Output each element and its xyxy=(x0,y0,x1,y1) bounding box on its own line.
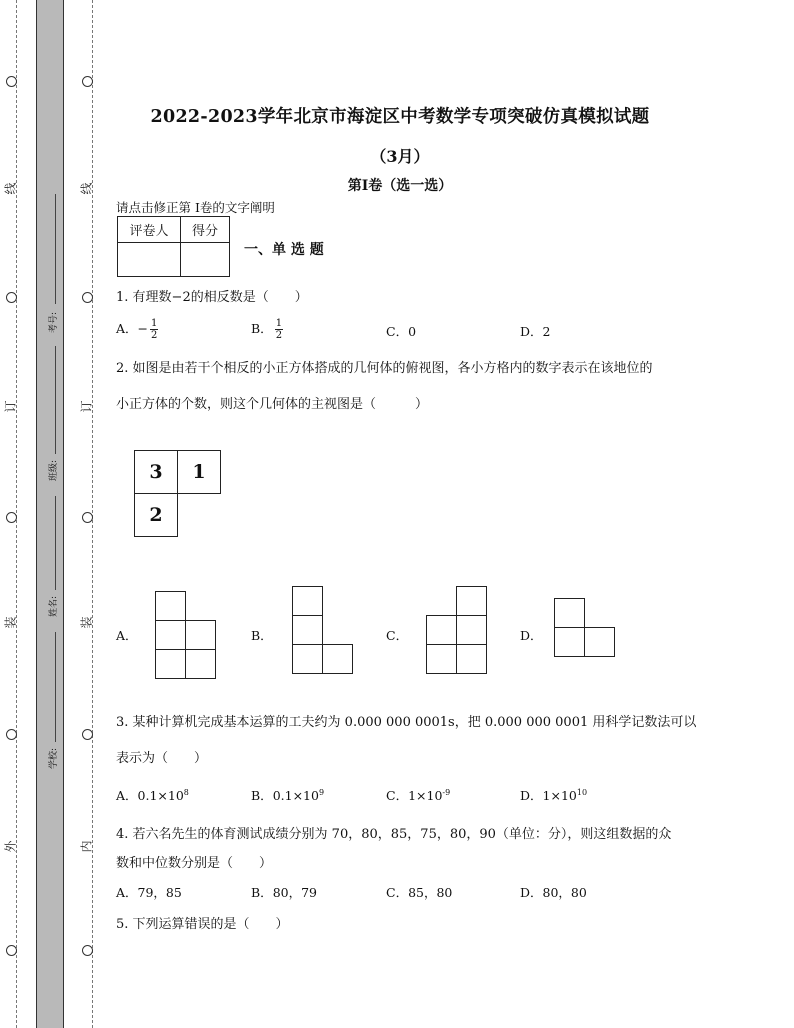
question-4-line2: 数和中位数分别是（ ） xyxy=(116,856,273,871)
binding-strip xyxy=(36,0,64,1028)
question-number: 3. xyxy=(116,715,129,730)
binding-hole xyxy=(82,76,93,87)
score-table xyxy=(117,216,230,277)
q3-option-b[interactable]: B．$0.1\times 10^9$ xyxy=(251,787,325,803)
exam-title: 2022-2023学年北京市海淀区中考数学专项突破仿真模拟试题 xyxy=(150,107,650,127)
margin-char-bind: 装 xyxy=(3,616,18,629)
binding-hole xyxy=(6,729,17,740)
binding-hole xyxy=(82,292,93,303)
q4-option-a[interactable]: A．79，85 xyxy=(116,885,182,900)
score-header: 得分 xyxy=(181,217,230,243)
binding-hole xyxy=(6,512,17,523)
question-number: 2. xyxy=(116,361,129,376)
margin-char-inside: 内 xyxy=(79,840,94,853)
school-line[interactable] xyxy=(55,632,56,742)
q1-option-b[interactable]: B． $\frac{1}{2}$ xyxy=(251,318,283,341)
q4-option-c[interactable]: C．85，80 xyxy=(386,885,453,900)
binding-hole xyxy=(6,76,17,87)
binding-hole xyxy=(6,945,17,956)
name-line[interactable] xyxy=(55,496,56,590)
margin-char-bind: 装 xyxy=(79,616,94,629)
section-heading: 第I卷（选一选） xyxy=(347,178,453,194)
q3-option-d[interactable]: D．$1\times 10^{10}$ xyxy=(520,787,588,803)
question-4-line1: 4. 若六名先生的体育测试成绩分别为 70，80，85，75，80，90（单位：分），则这组数据的众 xyxy=(116,827,672,842)
grid-cell-number: 3 xyxy=(134,450,178,494)
class-line[interactable] xyxy=(55,346,56,454)
class-label: 班级: xyxy=(49,459,60,482)
q2-option-c-label[interactable]: C． xyxy=(386,628,409,643)
question-number: 5. xyxy=(116,917,129,932)
margin-char-outside: 外 xyxy=(3,840,18,853)
grid-cell-number: 2 xyxy=(134,493,178,537)
binding-hole xyxy=(82,729,93,740)
question-2-line1: 2. 如图是由若干个相反的小正方体搭成的几何体的俯视图，各小方格内的数字表示在该地位的 xyxy=(116,361,653,376)
question-2-line2: 小正方体的个数，则这个几何体的主视图是（ ） xyxy=(116,397,429,412)
q1-option-d[interactable]: D．2 xyxy=(520,324,551,339)
binding-hole xyxy=(82,512,93,523)
fraction: $\frac{1}{2}$ xyxy=(275,318,283,341)
margin-char-line: 线 xyxy=(3,182,18,195)
q2-option-a-label[interactable]: A． xyxy=(116,628,138,643)
part-title: 一、单 选 题 xyxy=(244,242,324,258)
exam-number-label: 考号: xyxy=(49,311,60,334)
binding-hole xyxy=(82,945,93,956)
score-cell[interactable] xyxy=(181,243,230,277)
instruction-text: 请点击修正第 I卷的文字阐明 xyxy=(116,200,275,215)
q1-option-a[interactable]: A．− $\frac{1}{2}$ xyxy=(116,318,158,341)
q3-option-a[interactable]: A．$0.1\times 10^8$ xyxy=(116,787,189,803)
question-1 xyxy=(116,286,308,305)
question-3-line1: 3. 某种计算机完成基本运算的工夫约为 0.000 000 0001s，把 0.000 000 0001 用科学记数法可以 xyxy=(116,715,697,730)
question-3-line2: 表示为（ ） xyxy=(116,751,208,766)
question-text: 有理数−2的相反数是（ ） xyxy=(132,290,308,305)
margin-char-line: 线 xyxy=(79,182,94,195)
margin-char-staple: 订 xyxy=(79,400,94,413)
grid-cell-number: 1 xyxy=(177,450,221,494)
fraction: $\frac{1}{2}$ xyxy=(151,318,158,341)
q4-option-b[interactable]: B．80，79 xyxy=(251,885,317,900)
grader-cell[interactable] xyxy=(118,243,181,277)
q3-option-c[interactable]: C．$1\times 10^{-9}$ xyxy=(386,787,451,803)
q4-option-d[interactable]: D．80，80 xyxy=(520,885,587,900)
exam-subtitle: （3月） xyxy=(370,147,430,166)
q2-option-b-label[interactable]: B． xyxy=(251,628,273,643)
margin-char-staple: 订 xyxy=(3,400,18,413)
q1-option-c[interactable]: C．0 xyxy=(386,324,417,339)
question-number: 1. xyxy=(116,290,129,305)
school-label: 学校: xyxy=(49,747,60,770)
name-label: 姓名: xyxy=(49,595,60,618)
question-5: 5. 下列运算错误的是（ ） xyxy=(116,917,289,932)
grader-header: 评卷人 xyxy=(118,217,181,243)
q2-option-d-label[interactable]: D． xyxy=(520,628,543,643)
question-number: 4. xyxy=(116,827,129,842)
binding-hole xyxy=(6,292,17,303)
exam-number-line[interactable] xyxy=(55,194,56,304)
